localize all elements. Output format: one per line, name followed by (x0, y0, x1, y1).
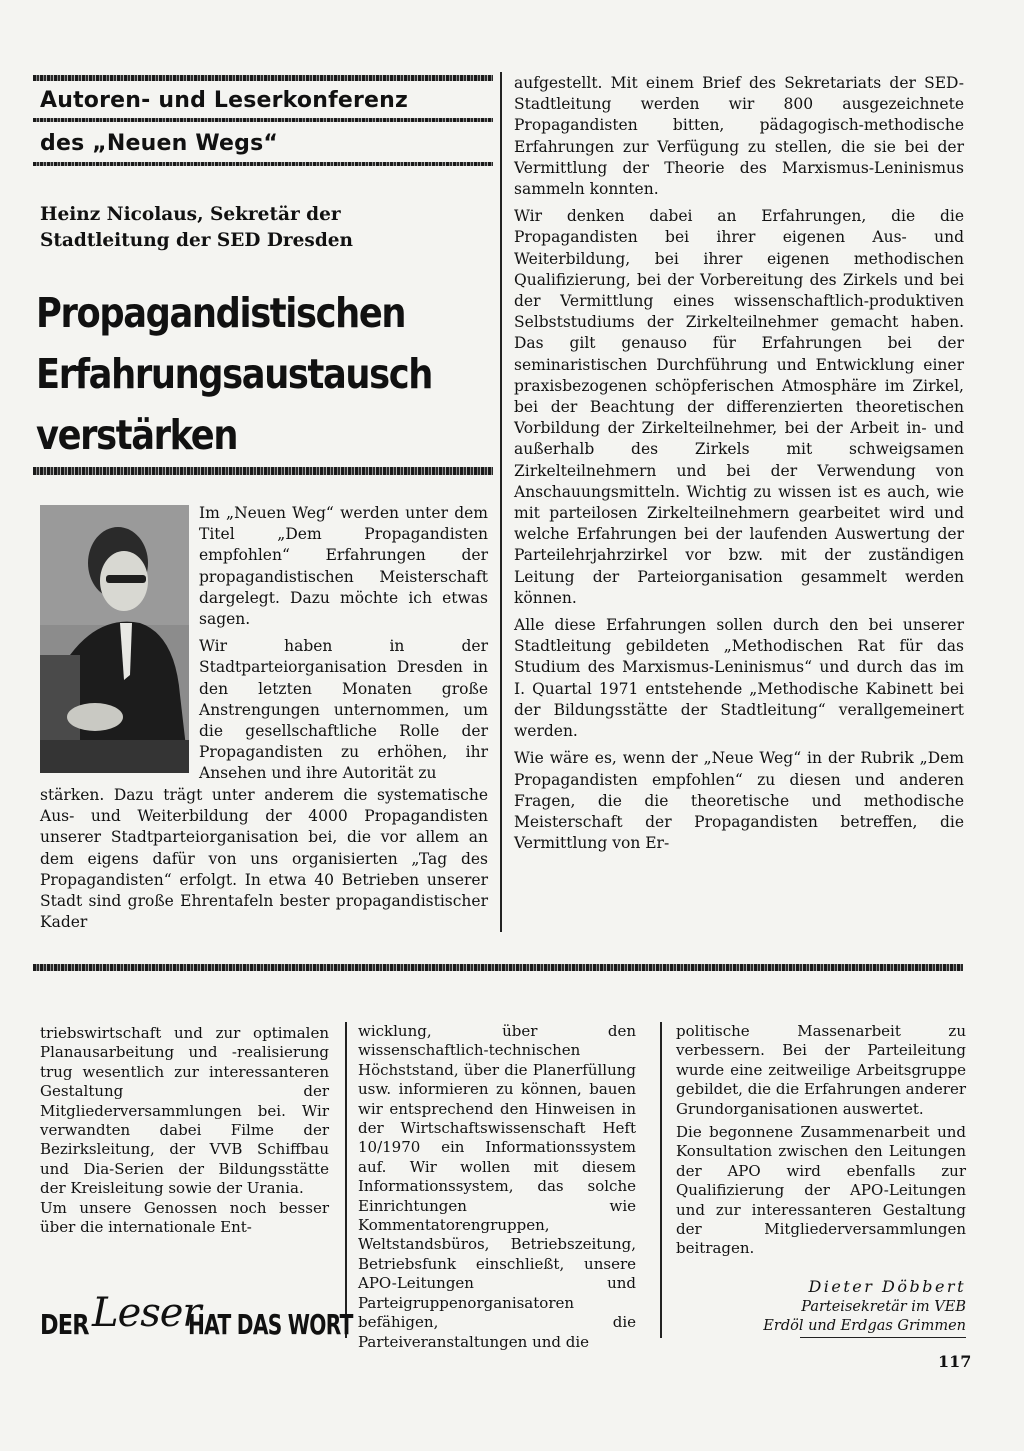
lower-column-separator-2 (660, 1022, 662, 1338)
column-separator (500, 72, 502, 932)
lower-column-3 (676, 1022, 966, 1259)
right-column (514, 73, 964, 854)
lower-col3-paragraph-2: Die begonnene Zusammenarbeit und Konsultation zwischen den Leitungen der APO wird ebenfalls zur Qualifizierung der APO-Leitungen und zur interessanteren Gestaltung der Mitgliederversammlungen beitragen. (676, 1123, 966, 1258)
signature-underline (800, 1337, 966, 1338)
signature-title-line-2: Erdöl und Erdgas Grimmen (763, 1318, 966, 1334)
logo-script-leser: Leser (92, 1290, 201, 1336)
byline-line-2: Stadtleitung der SED Dresden (40, 230, 353, 251)
top-rule (33, 75, 493, 81)
der-leser-hat-das-wort-logo (40, 1286, 353, 1346)
lower-column-2 (358, 1022, 636, 1352)
paragraph-neue-weg-frage: Wie wäre es, wenn der „Neue Weg“ in der Rubrik „Dem Propagandisten empfohlen“ zu diesen und anderen Fragen, die die theoretische und methodische Meisterschaft der Propagandisten betreffen, die Vermittlung von Er- (514, 749, 964, 853)
paragraph-brief-sekretariat: aufgestellt. Mit einem Brief des Sekretariats der SED-Stadtleitung werden wir 800 ausgezeichnete Propagandisten bitten, pädagogisch-methodische Erfahrungen zur Verfügung zu stellen, die sie bei der Vermittlung der Theorie des Marxismus-Leninismus sammeln konnten. (514, 74, 964, 199)
author-portrait-image (40, 505, 189, 773)
paragraph-methodischer-rat: Alle diese Erfahrungen sollen durch den bei unserer Stadtleitung gebildeten „Methodischen Rat für das Studium des Marxismus-Leninismus“ und durch das im I. Quartal 1971 entstehende „Methodische Kabinett bei der Bildungsstätte der Stadtleitung“ verallgemeinert werden. (514, 616, 964, 741)
lower-column-1 (40, 1024, 329, 1237)
paragraph-stadtorganisation-part1: Wir haben in der Stadtparteiorganisation Dresden in den letzten Monaten große Anstrengungen unternommen, um die gesellschaftliche Rolle der Propagandisten zu erhöhen, ihr Ansehen und ihre Autorität zu (199, 637, 488, 783)
byline-line-1: Heinz Nicolaus, Sekretär der (40, 204, 341, 225)
author-photo (40, 505, 189, 773)
headline-line-3: verstärken (36, 411, 238, 459)
paragraph-erfahrungen: Wir denken dabei an Erfahrungen, die die Propagandisten bei ihrer eigenen Aus- und Weiterbildung, bei ihrer eigenen methodischen Qualifizierung, bei der Vorbereitung des Zirkels und bei der Vermittlung eines wissenschaftlich-produktiven Selbststudiums der Zirkelteilnehmer gemacht haben. Das gilt genauso für Erfahrungen bei der seminaristischen Durchführung und Entwicklung einer praxisbezogenen schöpferischen Atmosphäre im Zirkel, bei der Beachtung der differenzierten theoretischen Vorbildung der Zirkelteilnehmer, bei der Arbeit in- und außerhalb des Zirkels mit schweigsamen Zirkelteilnehmern und bei der Verwendung von Anschauungsmitteln. Wichtig zu wissen ist es auch, wie mit parteilosen Zirkelteilnehmern gearbeitet wird und welche Erfahrungen bei der laufenden Auswertung der Parteilehrjahrzirkel vor bzw. mit der zuständigen Leitung der Parteiorganisation gesammelt werden können. (514, 207, 964, 607)
page-number: 117 (938, 1352, 972, 1371)
signature-title-line-1: Parteisekretär im VEB (801, 1299, 966, 1315)
headline-line-1: Propagandistischen (36, 289, 406, 337)
lower-col3-paragraph-1: politische Massenarbeit zu verbessern. Bei der Parteileitung wurde eine zeitweilige Arbeitsgruppe gebildet, die die Erfahrungen anderer Grundorganisationen auswertet. (676, 1022, 966, 1118)
left-column-beside-photo (199, 503, 488, 785)
logo-text-hat-das-wort: HAT DAS WORT (188, 1308, 353, 1341)
paragraph-stadtorganisation-part2: stärken. Dazu trägt unter anderem die systematische Aus- und Weiterbildung der 4000 Propagandisten unserer Stadtparteiorganisation bei, die vor allem an dem eigens dafür von uns organisierten „Tag des Propagandisten“ erfolgt. In etwa 40 Betrieben unserer Stadt sind große Ehrentafeln bester propagandistischer Kader (40, 786, 488, 932)
left-column-continuation (40, 785, 488, 933)
kicker-line-2: des „Neuen Wegs“ (40, 131, 279, 156)
kicker-bottom-rule (33, 162, 493, 166)
kicker-line-1: Autoren- und Leserkonferenz (40, 88, 409, 113)
lower-column-separator-1 (345, 1022, 347, 1338)
paragraph-intro: Im „Neuen Weg“ werden unter dem Titel „Dem Propagandisten empfohlen“ Erfahrungen der propagandistischen Meisterschaft dargelegt. Dazu möchte ich etwas sagen. (199, 504, 488, 629)
logo-text-der: DER (40, 1308, 89, 1341)
signature-name: Dieter Döbbert (808, 1277, 966, 1296)
headline (36, 283, 432, 466)
headline-line-2: Erfahrungsaustausch (36, 350, 433, 398)
lower-col2-paragraph-1: wicklung, über den wissenschaftlich-technischen Höchststand, über die Planerfüllung usw. informieren zu können, bauen wir entsprechend den Hinweisen in der Wirtschaftswissenschaft Heft 10/1970 ein Informationssystem auf. Wir wollen mit diesem Informationssystem, das solche Einrichtungen wie Kommentatorengruppen, Weltstandsbüros, Betriebszeitung, Betriebsfunk einschließt, unsere APO-Leitungen und Parteigruppenorganisatoren befähigen, die Parteiveranstaltungen und die (358, 1022, 636, 1351)
section-divider-rule (33, 964, 963, 971)
kicker-divider-rule (33, 118, 493, 122)
lower-col1-paragraph-1: triebswirtschaft und zur optimalen Planausarbeitung und -realisierung trug wesentlich zur interessanteren Gestaltung der Mitgliederversammlungen bei. Wir verwandten dabei Filme der Bezirksleitung, der VVB Schiffbau und Dia-Serien der Bildungsstätte der Kreisleitung sowie der Urania. (40, 1024, 329, 1198)
headline-rule (33, 467, 493, 475)
lower-col1-paragraph-2: Um unsere Genossen noch besser über die internationale Ent- (40, 1198, 329, 1237)
